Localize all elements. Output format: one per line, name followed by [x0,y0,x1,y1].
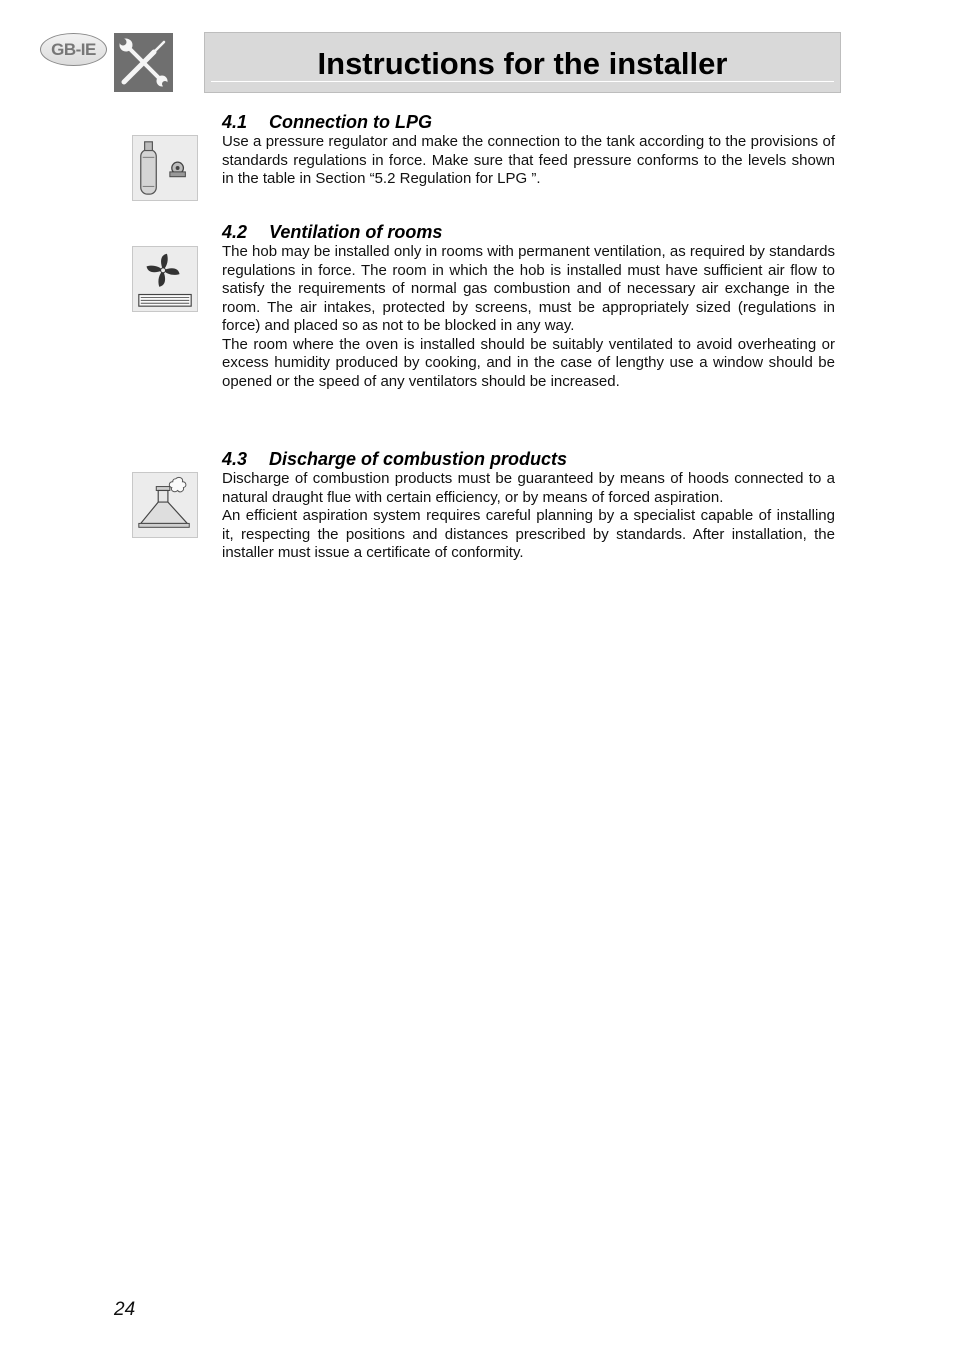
extractor-hood-icon [132,472,198,538]
section-paragraph: An efficient aspiration system requires careful planning by a specialist capable of installing it, respecting the positions and distances prescribed by standards. After installation, the installer must issue a certificate of conformity. [222,507,835,561]
section-heading [222,221,835,243]
region-badge [40,33,107,66]
section-number: 4.3 [222,449,248,469]
section-heading [222,111,835,133]
gas-cylinder-icon [132,135,198,201]
section-title: Connection to LPG [269,112,432,132]
section-paragraph: The hob may be installed only in rooms with permanent ventilation, as required by standards regulations in force. The room in which the hob is installed must have sufficient air flow to satisfy the requirements of normal gas combustion and of necessary air exchange in the room. The air intakes, protected by screens, must be appropriately sized (regulations in force) and placed so as not to be blocked in any way. [222,243,835,334]
page-title-bar [204,32,841,93]
page-number: 24 [114,1299,136,1320]
section-connection-lpg [222,111,835,189]
section-title: Ventilation of rooms [269,222,443,242]
section-paragraph: Use a pressure regulator and make the connection to the tank according to the provisions of standards regulations in force. Make sure that feed pressure conforms to the levels shown in the table in Section “5.2 Regulation for LPG ”. [222,133,835,187]
section-paragraph: Discharge of combustion products must be guaranteed by means of hoods connected to a natural draught flue with certain efficiency, or by means of forced aspiration. [222,470,835,506]
section-discharge [222,448,835,563]
section-paragraph: The room where the oven is installed should be suitably ventilated to avoid overheating or excess humidity produced by cooking, and in the case of lengthy use a window should be opened or the speed of any ventilators should be increased. [222,335,835,390]
section-number: 4.2 [222,222,248,242]
region-badge-label: GB-IE [51,39,96,59]
fan-vent-icon [132,246,198,312]
section-title: Discharge of combustion products [269,449,568,469]
section-ventilation [222,221,835,391]
page-title: Instructions for the installer [317,45,728,81]
section-number: 4.1 [222,112,248,132]
tools-icon [114,33,173,92]
section-heading [222,448,835,470]
